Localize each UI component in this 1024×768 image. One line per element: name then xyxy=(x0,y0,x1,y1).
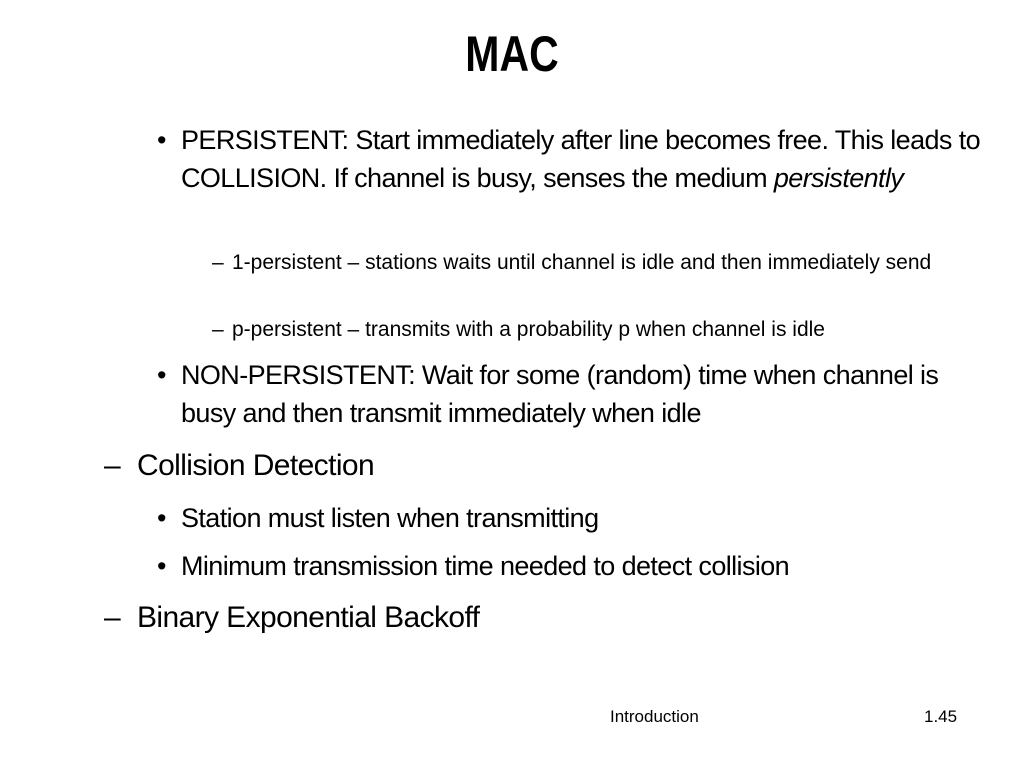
bullet-non-persistent xyxy=(157,356,987,432)
sub-bullet-text: 1-persistent – stations waits until channel is idle and then immediately send xyxy=(232,251,932,274)
bullet-text: Station must listen when transmitting xyxy=(181,503,599,533)
sub-bullet-marker: – xyxy=(212,318,224,341)
bullet-text-main: PERSISTENT: Start immediately after line becomes free. This leads to COLLISION. If channel is busy, senses the medium xyxy=(181,125,981,193)
dash-marker: – xyxy=(104,449,121,482)
heading-text: Collision Detection xyxy=(137,449,375,482)
bullet-marker: • xyxy=(157,503,166,533)
dash-marker: – xyxy=(104,601,121,634)
bullet-text: NON-PERSISTENT: Wait for some (random) time when channel is busy and then transmit immediately when idle xyxy=(181,360,939,428)
bullet-text xyxy=(181,121,987,197)
slide-title: MAC xyxy=(465,26,559,82)
heading-binary-backoff xyxy=(104,598,984,638)
bullet-minimum-transmission xyxy=(157,547,987,585)
bullet-text: Minimum transmission time needed to detect collision xyxy=(181,551,790,581)
sub-bullet-p-persistent xyxy=(212,314,972,345)
sub-bullet-1-persistent xyxy=(212,247,972,278)
bullet-marker: • xyxy=(157,551,166,581)
heading-text: Binary Exponential Backoff xyxy=(137,601,480,634)
footer-page-number: 1.45 xyxy=(924,707,958,726)
sub-bullet-marker: – xyxy=(212,251,224,274)
bullet-text-emphasis: persistently xyxy=(773,163,904,193)
bullet-marker: • xyxy=(157,125,166,155)
sub-bullet-text: p-persistent – transmits with a probability p when channel is idle xyxy=(232,318,825,341)
bullet-persistent xyxy=(157,121,987,197)
bullet-marker: • xyxy=(157,360,166,390)
footer-label: Introduction xyxy=(610,707,699,726)
bullet-station-listen xyxy=(157,499,987,537)
heading-collision-detection xyxy=(104,446,984,486)
